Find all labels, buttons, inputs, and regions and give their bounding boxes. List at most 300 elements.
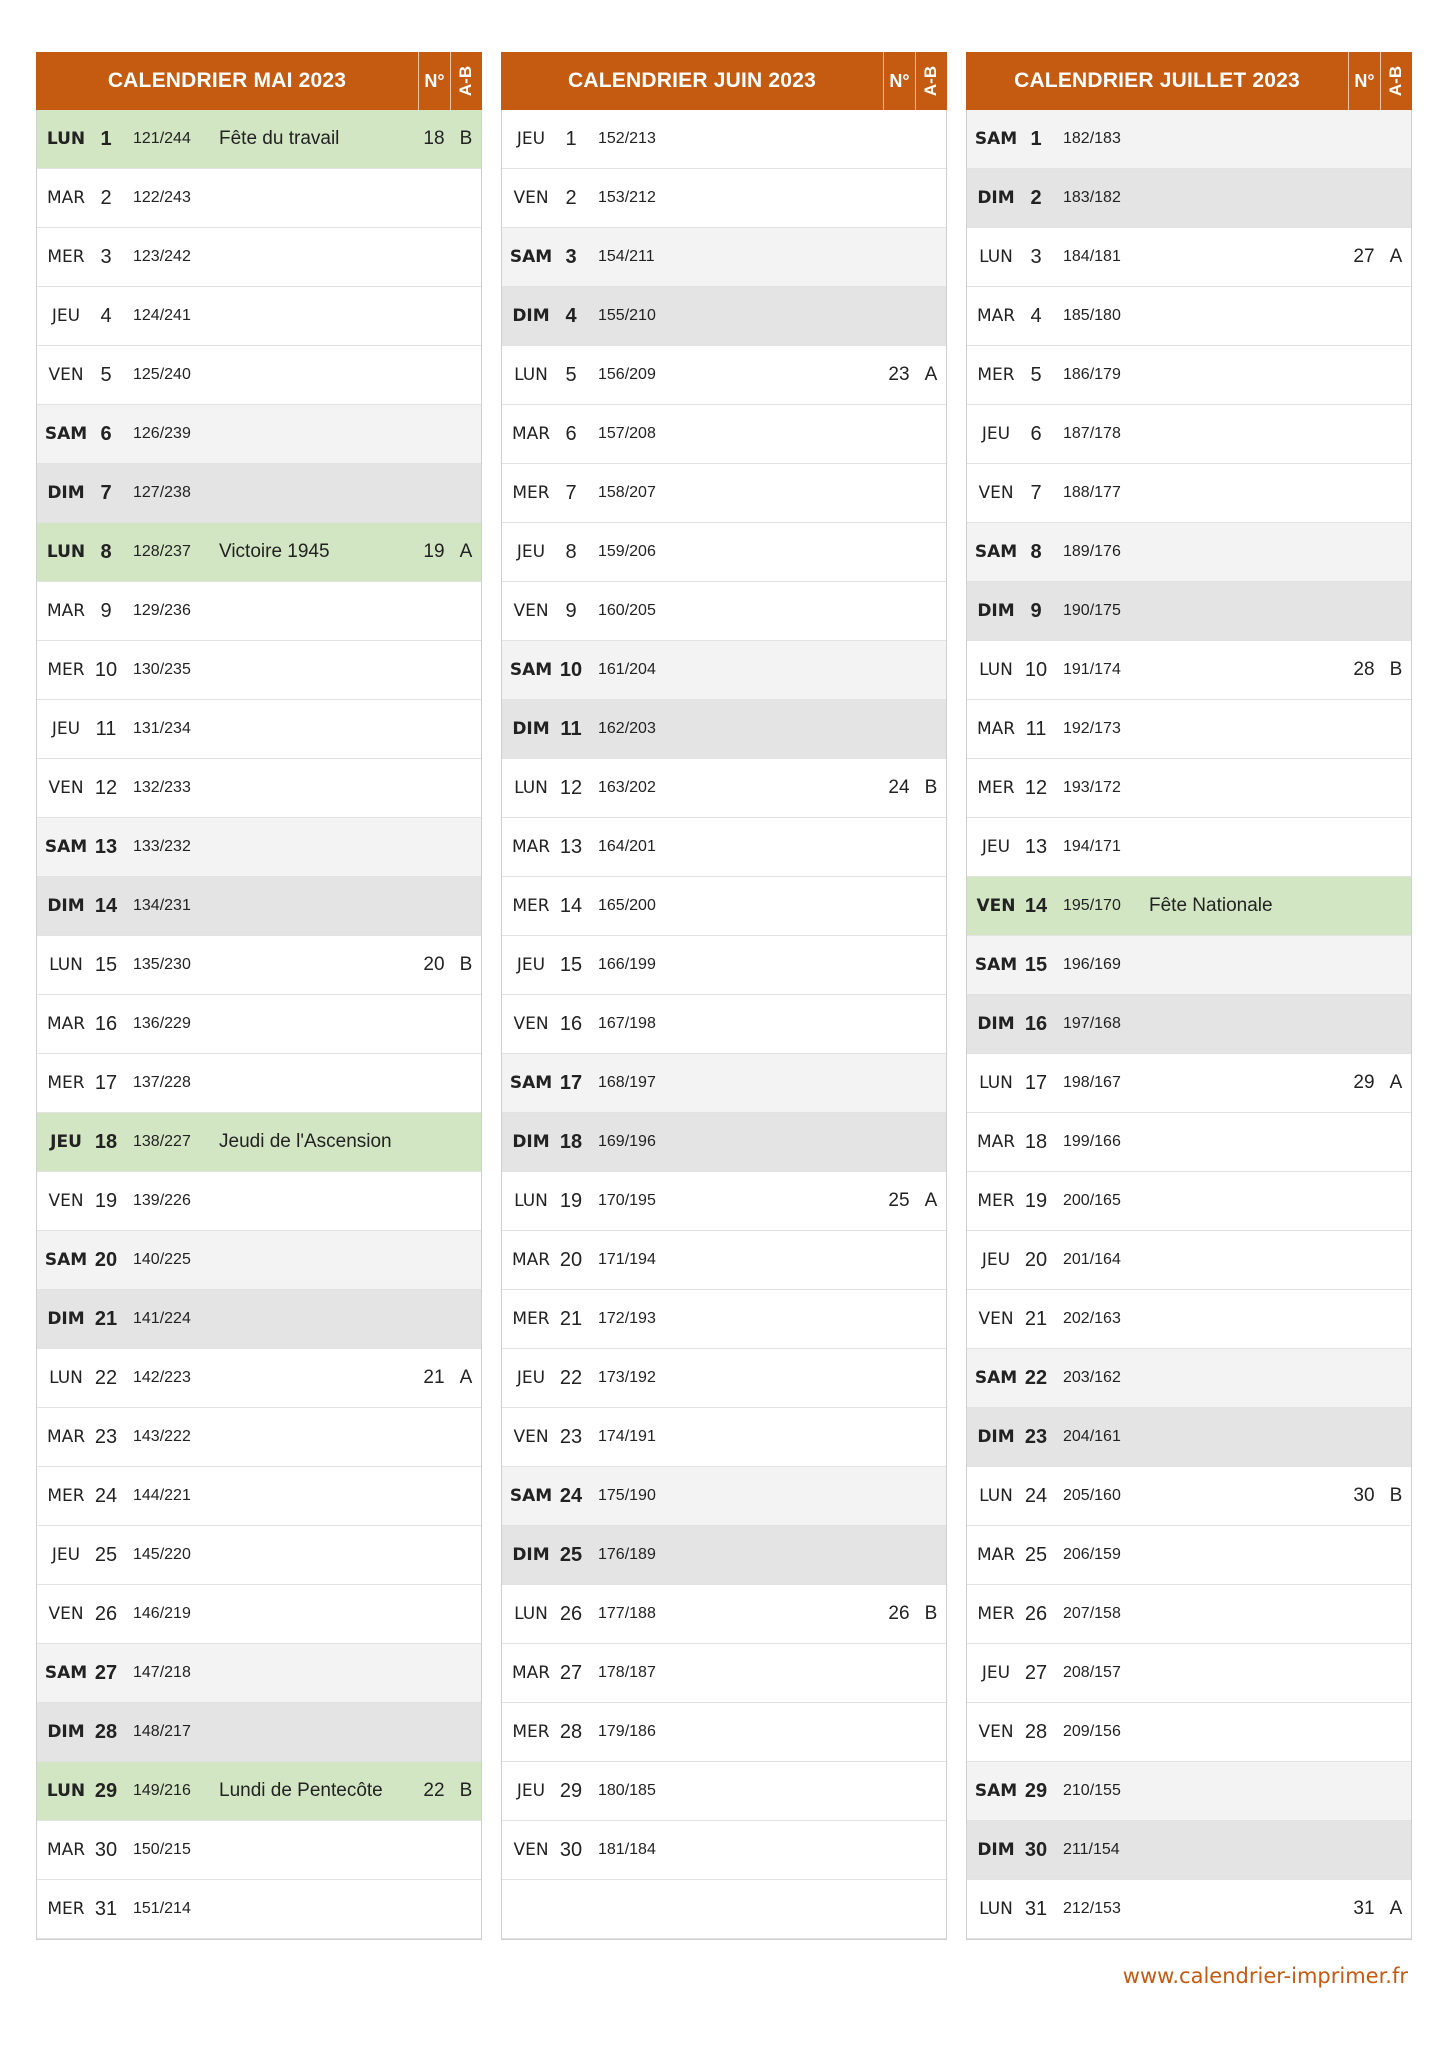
weekday-name: VEN — [513, 1840, 549, 1860]
ab-header — [1380, 52, 1412, 110]
ab-header-label: A-B — [921, 65, 941, 97]
weekday-name: DIM — [977, 1427, 1015, 1447]
day-row — [502, 1231, 946, 1290]
weekday-name: VEN — [513, 1427, 549, 1447]
day-row — [37, 228, 481, 287]
day-of-year: 132/233 — [133, 779, 191, 796]
week-number: 18 — [423, 128, 445, 149]
day-number: 6 — [1030, 422, 1042, 445]
day-of-year: 185/180 — [1063, 307, 1121, 324]
day-row — [37, 1644, 481, 1703]
day-row — [502, 1821, 946, 1880]
day-number: 14 — [94, 894, 118, 917]
day-number: 28 — [94, 1720, 118, 1743]
day-number: 16 — [94, 1012, 118, 1035]
weekday-name: DIM — [977, 1014, 1015, 1034]
day-row — [502, 1644, 946, 1703]
day-number: 21 — [559, 1307, 583, 1330]
day-of-year: 157/208 — [598, 425, 656, 442]
day-number: 5 — [565, 363, 577, 386]
day-number: 7 — [565, 481, 577, 504]
weekday-name: SAM — [44, 837, 88, 857]
weekday-name: MER — [47, 1899, 85, 1919]
day-number: 23 — [559, 1425, 583, 1448]
weekday-name: DIM — [47, 896, 85, 916]
holiday-name: Jeudi de l'Ascension — [219, 1131, 392, 1152]
day-row — [502, 877, 946, 936]
weekday-name: LUN — [979, 1899, 1013, 1919]
day-row — [502, 1467, 946, 1526]
day-of-year: 203/162 — [1063, 1369, 1121, 1386]
month-header — [501, 52, 947, 110]
day-number: 14 — [559, 894, 583, 917]
day-number: 4 — [1030, 304, 1042, 327]
day-row — [967, 1172, 1411, 1231]
day-of-year: 122/243 — [133, 189, 191, 206]
day-number: 20 — [559, 1248, 583, 1271]
week-ab: A — [459, 1367, 473, 1388]
day-row — [37, 523, 481, 582]
day-of-year: 176/189 — [598, 1546, 656, 1563]
day-row — [37, 1821, 481, 1880]
day-of-year: 150/215 — [133, 1841, 191, 1858]
day-number: 12 — [559, 776, 583, 799]
day-number: 7 — [100, 481, 112, 504]
day-row — [502, 1113, 946, 1172]
day-row — [502, 1703, 946, 1762]
week-number: 25 — [888, 1190, 910, 1211]
day-of-year: 190/175 — [1063, 602, 1121, 619]
day-number: 17 — [559, 1071, 583, 1094]
week-number-header: N° — [418, 52, 450, 110]
weekday-name: JEU — [981, 837, 1011, 857]
day-number: 12 — [94, 776, 118, 799]
day-number: 19 — [559, 1189, 583, 1212]
holiday-name: Victoire 1945 — [219, 541, 330, 562]
day-number: 2 — [565, 186, 577, 209]
day-of-year: 197/168 — [1063, 1015, 1121, 1032]
day-number: 23 — [94, 1425, 118, 1448]
weekday-name: MER — [47, 660, 85, 680]
weekday-name: SAM — [974, 1368, 1018, 1388]
weekday-name: MER — [512, 483, 550, 503]
day-row — [502, 936, 946, 995]
weekday-name: DIM — [977, 1840, 1015, 1860]
day-of-year: 173/192 — [598, 1369, 656, 1386]
day-row — [967, 287, 1411, 346]
day-row — [967, 169, 1411, 228]
week-ab: B — [1389, 659, 1403, 680]
day-row — [502, 582, 946, 641]
day-of-year: 171/194 — [598, 1251, 656, 1268]
weekday-name: MAR — [511, 424, 551, 444]
day-number: 9 — [565, 599, 577, 622]
day-number: 27 — [94, 1661, 118, 1684]
weekday-name: LUN — [979, 660, 1013, 680]
day-row — [37, 1290, 481, 1349]
month-title: CALENDRIER JUILLET 2023 — [1014, 69, 1300, 92]
day-of-year: 212/153 — [1063, 1900, 1121, 1917]
day-of-year: 130/235 — [133, 661, 191, 678]
weekday-name: DIM — [512, 1545, 550, 1565]
day-row — [967, 877, 1411, 936]
holiday-name: Fête du travail — [219, 128, 340, 149]
weekday-name: VEN — [976, 896, 1016, 916]
weekday-name: JEU — [981, 1663, 1011, 1683]
weekday-name: MER — [977, 365, 1015, 385]
day-row — [502, 700, 946, 759]
day-number: 25 — [1024, 1543, 1048, 1566]
day-of-year: 177/188 — [598, 1605, 656, 1622]
weekday-name: SAM — [509, 247, 553, 267]
day-number: 18 — [1024, 1130, 1048, 1153]
weekday-name: SAM — [974, 542, 1018, 562]
weekday-name: LUN — [979, 1486, 1013, 1506]
website-link[interactable]: www.calendrier-imprimer.fr — [1122, 1964, 1408, 1988]
day-number: 21 — [1024, 1307, 1048, 1330]
day-of-year: 158/207 — [598, 484, 656, 501]
day-of-year: 159/206 — [598, 543, 656, 560]
day-number: 16 — [559, 1012, 583, 1035]
weekday-name: SAM — [44, 1663, 88, 1683]
weekday-name: MER — [977, 1604, 1015, 1624]
day-of-year: 170/195 — [598, 1192, 656, 1209]
week-number: 27 — [1353, 246, 1375, 267]
weekday-name: DIM — [47, 483, 85, 503]
day-number: 30 — [559, 1838, 583, 1861]
day-row — [502, 759, 946, 818]
day-of-year: 165/200 — [598, 897, 656, 914]
weekday-name: VEN — [48, 365, 84, 385]
day-number: 3 — [100, 245, 112, 268]
day-of-year: 152/213 — [598, 130, 656, 147]
day-number: 17 — [1024, 1071, 1048, 1094]
day-number: 13 — [559, 835, 583, 858]
day-row — [502, 1054, 946, 1113]
day-of-year: 184/181 — [1063, 248, 1121, 265]
month-header — [966, 52, 1412, 110]
day-number: 31 — [94, 1897, 118, 1920]
weekday-name: SAM — [974, 1781, 1018, 1801]
weekday-name: MER — [512, 1309, 550, 1329]
day-row — [967, 582, 1411, 641]
day-of-year: 155/210 — [598, 307, 656, 324]
weekday-name: LUN — [46, 542, 86, 562]
day-row — [37, 1467, 481, 1526]
day-of-year: 186/179 — [1063, 366, 1121, 383]
weekday-name: LUN — [49, 955, 83, 975]
day-row — [502, 110, 946, 169]
day-of-year: 183/182 — [1063, 189, 1121, 206]
weekday-name: VEN — [978, 483, 1014, 503]
day-of-year: 168/197 — [598, 1074, 656, 1091]
day-number: 24 — [559, 1484, 583, 1507]
week-ab: B — [924, 1603, 938, 1624]
weekday-name: MAR — [46, 1014, 86, 1034]
day-of-year: 169/196 — [598, 1133, 656, 1150]
day-row — [967, 346, 1411, 405]
day-of-year: 141/224 — [133, 1310, 191, 1327]
day-number: 29 — [94, 1779, 118, 1802]
day-number: 10 — [559, 658, 583, 681]
calendar-july — [966, 52, 1412, 1940]
day-row — [502, 1526, 946, 1585]
day-number: 18 — [94, 1130, 118, 1153]
day-row — [967, 1408, 1411, 1467]
weekday-name: VEN — [513, 188, 549, 208]
day-row — [502, 169, 946, 228]
ab-header-label: A-B — [456, 65, 476, 97]
day-of-year: 194/171 — [1063, 838, 1121, 855]
week-ab: A — [924, 1190, 938, 1211]
month-title: CALENDRIER JUIN 2023 — [568, 69, 816, 92]
day-number: 10 — [1024, 658, 1048, 681]
day-number: 9 — [1030, 599, 1042, 622]
day-of-year: 126/239 — [133, 425, 191, 442]
ab-header-label: A-B — [1386, 65, 1406, 97]
weekday-name: MAR — [511, 1250, 551, 1270]
day-number: 2 — [1030, 186, 1042, 209]
day-number: 30 — [94, 1838, 118, 1861]
day-of-year: 192/173 — [1063, 720, 1121, 737]
ab-header — [915, 52, 947, 110]
day-number: 15 — [1024, 953, 1048, 976]
day-row — [967, 700, 1411, 759]
day-number: 17 — [94, 1071, 118, 1094]
day-row — [502, 405, 946, 464]
day-row — [502, 523, 946, 582]
day-number: 22 — [1024, 1366, 1048, 1389]
day-of-year: 148/217 — [133, 1723, 191, 1740]
day-number: 5 — [1030, 363, 1042, 386]
day-row — [502, 641, 946, 700]
day-row — [37, 759, 481, 818]
week-number: 30 — [1353, 1485, 1375, 1506]
week-number: 31 — [1353, 1898, 1375, 1919]
weekday-name: JEU — [51, 306, 81, 326]
day-of-year: 131/234 — [133, 720, 191, 737]
weekday-name: MAR — [511, 1663, 551, 1683]
day-number: 11 — [1025, 717, 1047, 740]
day-number: 27 — [559, 1661, 583, 1684]
day-number: 28 — [559, 1720, 583, 1743]
weekday-name: JEU — [50, 1132, 82, 1152]
day-of-year: 154/211 — [598, 248, 655, 265]
day-row — [37, 1762, 481, 1821]
day-row — [502, 287, 946, 346]
day-row — [967, 641, 1411, 700]
weekday-name: SAM — [509, 1486, 553, 1506]
weekday-name: MAR — [46, 1840, 86, 1860]
day-row — [967, 995, 1411, 1054]
day-number: 29 — [1024, 1779, 1048, 1802]
day-of-year: 202/163 — [1063, 1310, 1121, 1327]
day-row — [967, 1349, 1411, 1408]
day-of-year: 129/236 — [133, 602, 191, 619]
day-of-year: 145/220 — [133, 1546, 191, 1563]
day-of-year: 144/221 — [133, 1487, 191, 1504]
weekday-name: SAM — [974, 955, 1018, 975]
day-of-year: 195/170 — [1063, 897, 1121, 914]
day-number: 3 — [565, 245, 577, 268]
day-row — [967, 1703, 1411, 1762]
day-of-year: 138/227 — [133, 1133, 191, 1150]
day-of-year: 179/186 — [598, 1723, 656, 1740]
day-row — [37, 1231, 481, 1290]
day-row — [967, 1644, 1411, 1703]
day-of-year: 200/165 — [1063, 1192, 1121, 1209]
weekday-name: MER — [977, 778, 1015, 798]
day-of-year: 163/202 — [598, 779, 656, 796]
week-number-header: N° — [1348, 52, 1380, 110]
weekday-name: MAR — [976, 306, 1016, 326]
day-row — [967, 759, 1411, 818]
day-of-year: 172/193 — [598, 1310, 656, 1327]
day-number: 6 — [565, 422, 577, 445]
day-number: 19 — [94, 1189, 118, 1212]
day-row — [37, 582, 481, 641]
day-row — [37, 346, 481, 405]
day-row — [967, 1231, 1411, 1290]
day-row — [502, 1172, 946, 1231]
weekday-name: SAM — [44, 1250, 88, 1270]
day-row — [502, 1585, 946, 1644]
day-of-year: 133/232 — [133, 838, 191, 855]
weekday-name: MER — [977, 1191, 1015, 1211]
day-row — [967, 1290, 1411, 1349]
weekday-name: DIM — [977, 188, 1015, 208]
weekday-name: JEU — [981, 424, 1011, 444]
week-ab: A — [1389, 1072, 1403, 1093]
day-row — [37, 1880, 481, 1939]
day-of-year: 153/212 — [598, 189, 656, 206]
day-of-year: 204/161 — [1063, 1428, 1121, 1445]
weekday-name: MAR — [976, 1545, 1016, 1565]
week-number: 22 — [423, 1780, 445, 1801]
day-row — [967, 818, 1411, 877]
day-of-year: 142/223 — [133, 1369, 191, 1386]
day-of-year: 191/174 — [1063, 661, 1121, 678]
weekday-name: JEU — [51, 1545, 81, 1565]
week-number: 29 — [1353, 1072, 1375, 1093]
day-of-year: 128/237 — [133, 543, 191, 560]
weekday-name: LUN — [979, 247, 1013, 267]
day-of-year: 209/156 — [1063, 1723, 1121, 1740]
weekday-name: DIM — [47, 1309, 85, 1329]
day-of-year: 136/229 — [133, 1015, 191, 1032]
day-of-year: 178/187 — [598, 1664, 656, 1681]
day-of-year: 210/155 — [1063, 1782, 1121, 1799]
day-row — [37, 169, 481, 228]
day-number: 22 — [559, 1366, 583, 1389]
day-row — [37, 877, 481, 936]
day-number: 21 — [94, 1307, 118, 1330]
day-row — [967, 464, 1411, 523]
weekday-name: SAM — [509, 660, 553, 680]
week-ab: B — [459, 1780, 473, 1801]
day-row — [502, 1880, 946, 1939]
day-of-year: 208/157 — [1063, 1664, 1121, 1681]
weekday-name: VEN — [513, 1014, 549, 1034]
weekday-name: LUN — [46, 1781, 86, 1801]
day-number: 26 — [559, 1602, 583, 1625]
day-of-year: 149/216 — [133, 1782, 191, 1799]
week-number: 26 — [888, 1603, 910, 1624]
weekday-name: DIM — [512, 1132, 550, 1152]
week-ab: B — [459, 128, 473, 149]
week-number: 19 — [423, 541, 445, 562]
weekday-name: JEU — [51, 719, 81, 739]
day-row — [967, 1762, 1411, 1821]
day-of-year: 127/238 — [133, 484, 191, 501]
week-number: 23 — [888, 364, 910, 385]
day-row — [967, 1054, 1411, 1113]
day-row — [967, 523, 1411, 582]
day-of-year: 188/177 — [1063, 484, 1121, 501]
weekday-name: MAR — [511, 837, 551, 857]
day-row — [502, 1762, 946, 1821]
weekday-name: MER — [47, 1073, 85, 1093]
day-of-year: 156/209 — [598, 366, 656, 383]
week-number: 21 — [423, 1367, 445, 1388]
day-row — [502, 1349, 946, 1408]
day-row — [967, 1467, 1411, 1526]
weekday-name: MER — [47, 247, 85, 267]
day-row — [37, 1703, 481, 1762]
weekday-name: MER — [512, 896, 550, 916]
month-header — [36, 52, 482, 110]
day-number: 19 — [1024, 1189, 1048, 1212]
day-of-year: 124/241 — [133, 307, 191, 324]
day-of-year: 139/226 — [133, 1192, 191, 1209]
day-row — [37, 405, 481, 464]
holiday-name: Fête Nationale — [1149, 895, 1273, 916]
day-row — [967, 405, 1411, 464]
weekday-name: SAM — [44, 424, 88, 444]
day-of-year: 181/184 — [598, 1841, 656, 1858]
day-of-year: 180/185 — [598, 1782, 656, 1799]
day-of-year: 147/218 — [133, 1664, 191, 1681]
month-title: CALENDRIER MAI 2023 — [107, 69, 347, 92]
day-row — [502, 464, 946, 523]
weekday-name: MAR — [46, 1427, 86, 1447]
day-number: 8 — [565, 540, 577, 563]
day-of-year: 175/190 — [598, 1487, 656, 1504]
day-number: 24 — [94, 1484, 118, 1507]
day-of-year: 160/205 — [598, 602, 656, 619]
day-of-year: 140/225 — [133, 1251, 191, 1268]
day-number: 8 — [1030, 540, 1042, 563]
day-number: 22 — [94, 1366, 118, 1389]
weekday-name: SAM — [509, 1073, 553, 1093]
weekday-name: DIM — [977, 601, 1015, 621]
day-of-year: 143/222 — [133, 1428, 191, 1445]
day-of-year: 193/172 — [1063, 779, 1121, 796]
day-number: 30 — [1024, 1838, 1048, 1861]
day-number: 20 — [1024, 1248, 1048, 1271]
weekday-name: JEU — [516, 955, 546, 975]
day-row — [37, 700, 481, 759]
day-of-year: 146/219 — [133, 1605, 191, 1622]
week-ab: A — [924, 364, 938, 385]
day-number: 23 — [1024, 1425, 1048, 1448]
week-ab: B — [1389, 1485, 1403, 1506]
calendar-may — [36, 52, 482, 1940]
day-row — [967, 936, 1411, 995]
holiday-name: Lundi de Pentecôte — [219, 1780, 383, 1801]
day-row — [502, 1408, 946, 1467]
day-row — [502, 1290, 946, 1349]
